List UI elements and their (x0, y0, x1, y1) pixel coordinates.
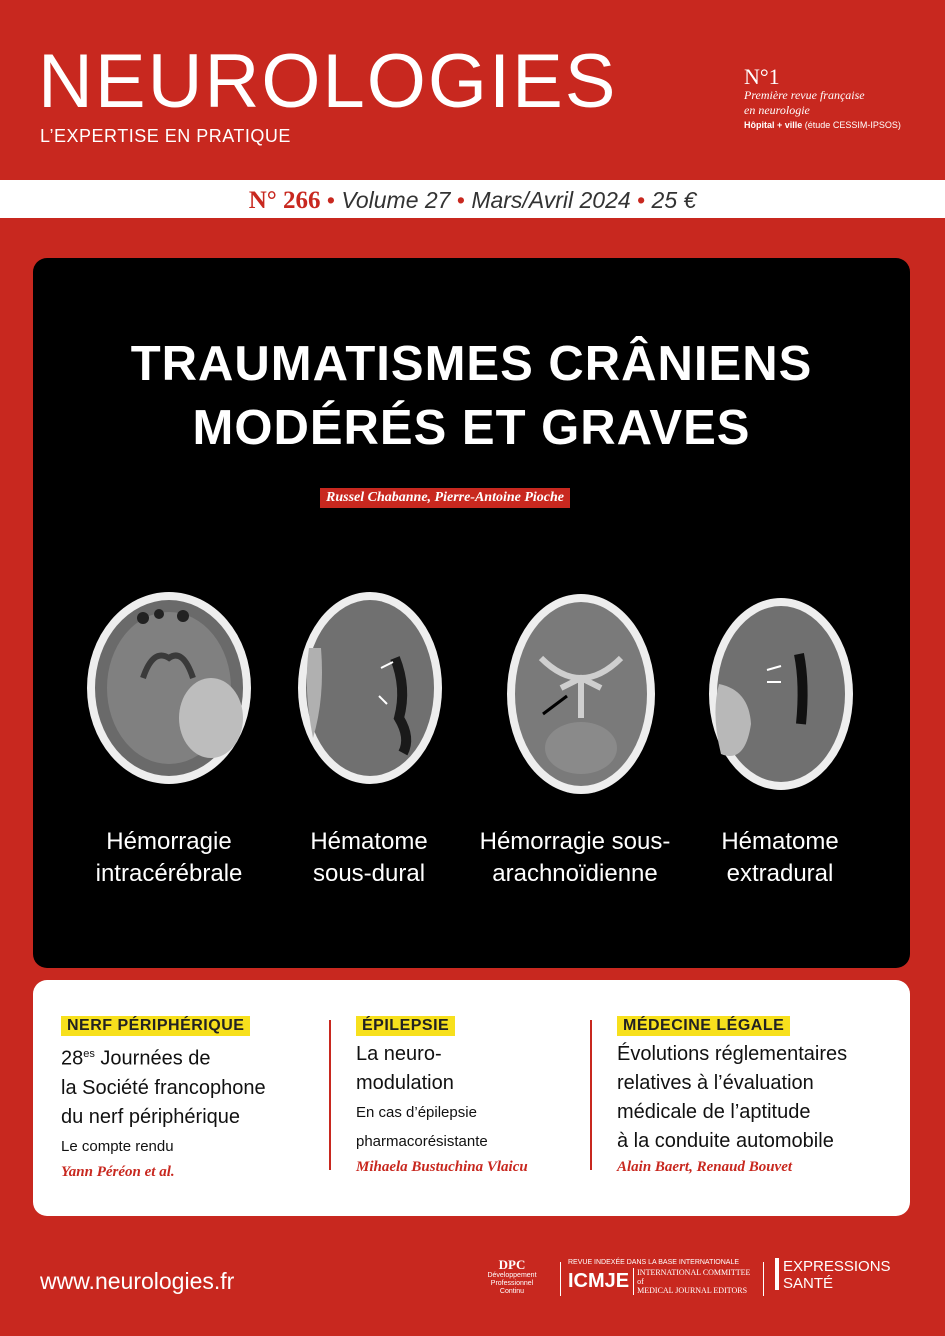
tagline: L’EXPERTISE EN PRATIQUE (40, 126, 291, 146)
icmje-caption: REVUE INDEXÉE DANS LA BASE INTERNATIONALE (568, 1259, 740, 1266)
caption-extradural (680, 826, 880, 890)
issue-bar (0, 180, 945, 218)
article-headline-line: à la conduite automobile (617, 1130, 834, 1152)
article-author: Yann Péréon et al. (61, 1163, 175, 1180)
badge-line-3a: Hôpital + ville (744, 120, 803, 130)
separator: • (320, 187, 342, 213)
article-headline-line: Évolutions réglementaires (617, 1043, 848, 1065)
ranking-badge (744, 66, 901, 133)
cover-feature (33, 258, 910, 968)
article-headline (61, 1040, 331, 1074)
article-author: Alain Baert, Renaud Bouvet (617, 1159, 793, 1175)
dpc-title: DPC (498, 1257, 526, 1272)
badge-number: N°1 (744, 64, 780, 89)
badge-line-3b: (étude CESSIM-IPSOS) (804, 120, 901, 130)
article-author: Mihaela Bustuchina Vlaicu (356, 1159, 528, 1175)
article-nerf (61, 1016, 331, 1183)
feature-title (33, 332, 910, 460)
headline-part: Journées de (94, 1047, 211, 1070)
separator: • (450, 187, 472, 213)
caption-line: intracérébrale (95, 860, 243, 887)
icmje-logo (568, 1258, 758, 1295)
caption-intracerebral (69, 826, 269, 890)
article-tag: NERF PÉRIPHÉRIQUE (61, 1016, 250, 1036)
article-headline-line: du nerf périphérique (61, 1105, 241, 1128)
caption-line: Hématome (721, 828, 839, 855)
ct-scan-subarachnoid (501, 588, 661, 800)
logo-divider (763, 1262, 764, 1296)
ct-scan-intracerebral (83, 588, 255, 788)
website-link[interactable]: www.neurologies.fr (40, 1268, 235, 1294)
logo-divider (560, 1262, 561, 1296)
caption-subdural (269, 826, 469, 890)
issue-number: N° 266 (248, 187, 321, 214)
article-subtitle: Le compte rendu (61, 1137, 174, 1155)
issue-price: 25 € (651, 187, 697, 213)
dpc-logo (470, 1258, 554, 1296)
issue-volume: Volume 27 (341, 187, 451, 213)
icmje-text: INTERNATIONAL COMMITTEE of (637, 1268, 751, 1286)
publisher-mark-icon (775, 1258, 779, 1290)
journal-title: NEUROLOGIES (38, 39, 618, 124)
caption-line: Hématome (310, 828, 428, 855)
badge-line-3 (744, 118, 901, 133)
article-tag: ÉPILEPSIE (356, 1016, 455, 1036)
publisher-logo (775, 1258, 891, 1292)
article-headline-line: modulation (356, 1072, 454, 1094)
article-headline-line: La neuro- (356, 1043, 442, 1065)
badge-line-2: en neurologie (744, 103, 810, 117)
feature-authors: Russel Chabanne, Pierre-Antoine Pioche (320, 488, 570, 508)
caption-line: arachnoïdienne (492, 860, 658, 887)
badge-line-1: Première revue française (744, 88, 865, 102)
publisher-name: EXPRESSIONS (783, 1258, 891, 1275)
headline-part: 28 (61, 1047, 84, 1070)
publisher-name: SANTÉ (783, 1275, 834, 1292)
article-epilepsie (356, 1016, 596, 1178)
article-subtitle: pharmacorésistante (356, 1133, 488, 1150)
ct-scan-extradural (705, 594, 857, 794)
article-headline-line: la Société francophone (61, 1076, 266, 1099)
article-headline-line: relatives à l’évaluation (617, 1072, 814, 1094)
caption-line: sous-dural (312, 860, 426, 887)
feature-title-line-1: TRAUMATISMES CRÂNIENS (130, 337, 813, 391)
article-headline-line: médicale de l’aptitude (617, 1101, 811, 1123)
icmje-wordmark: ICMJE (568, 1270, 630, 1292)
dpc-text: Continu (499, 1288, 525, 1295)
article-tag: MÉDECINE LÉGALE (617, 1016, 790, 1036)
column-divider (329, 1020, 331, 1170)
headline-sup: es (83, 1048, 95, 1060)
articles-panel (33, 980, 910, 1216)
feature-title-line-2: MODÉRÉS ET GRAVES (192, 401, 751, 455)
caption-subarachnoid (470, 826, 680, 890)
caption-line: extradural (726, 860, 834, 887)
dpc-text: Développement (487, 1272, 537, 1279)
caption-line: Hémorragie (106, 828, 232, 855)
separator: • (630, 187, 652, 213)
dpc-text: Professionnel (490, 1280, 534, 1287)
column-divider (590, 1020, 592, 1170)
masthead (0, 0, 945, 180)
article-medecine-legale (617, 1016, 897, 1178)
caption-line: Hémorragie sous- (479, 828, 671, 855)
ct-scan-subdural (295, 588, 445, 788)
article-subtitle: En cas d’épilepsie (356, 1104, 477, 1121)
issue-date: Mars/Avril 2024 (471, 187, 631, 213)
icmje-text: MEDICAL JOURNAL EDITORS (637, 1286, 748, 1295)
